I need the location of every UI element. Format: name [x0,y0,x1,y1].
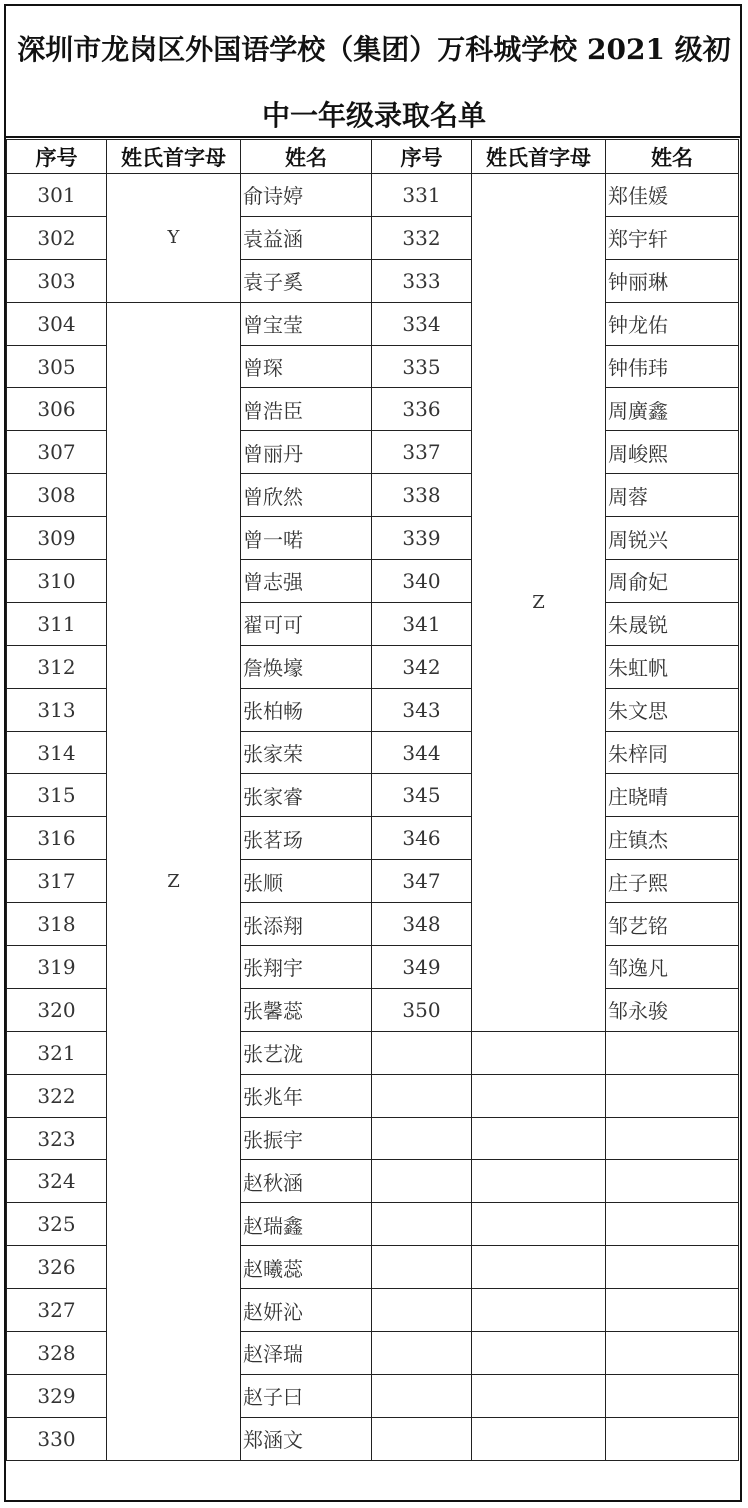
name-cell: 邹艺铭 [606,903,739,946]
serial-cell: 316 [7,817,107,860]
serial-cell: 344 [372,731,472,774]
empty-cell [472,1031,606,1074]
name-cell: 张家睿 [241,774,372,817]
name-cell: 郑佳媛 [606,174,739,217]
name-cell: 张兆年 [241,1074,372,1117]
name-cell: 赵瑞鑫 [241,1203,372,1246]
name-cell: 赵子曰 [241,1374,372,1417]
serial-cell: 305 [7,345,107,388]
serial-cell: 327 [7,1289,107,1332]
serial-cell: 302 [7,216,107,259]
serial-cell: 345 [372,774,472,817]
serial-cell: 306 [7,388,107,431]
name-cell: 张茗玚 [241,817,372,860]
empty-cell [472,1160,606,1203]
serial-cell: 307 [7,431,107,474]
serial-cell: 331 [372,174,472,217]
serial-cell: 349 [372,946,472,989]
empty-cell [372,1332,472,1375]
document-title [6,6,742,138]
serial-cell: 328 [7,1332,107,1375]
serial-cell: 342 [372,645,472,688]
serial-cell: 308 [7,474,107,517]
serial-cell: 303 [7,259,107,302]
name-cell: 张艺泷 [241,1031,372,1074]
name-cell: 钟丽琳 [606,259,739,302]
serial-cell: 314 [7,731,107,774]
serial-cell: 348 [372,903,472,946]
name-cell: 周锐兴 [606,517,739,560]
empty-cell [472,1374,606,1417]
name-cell: 张馨蕊 [241,988,372,1031]
empty-cell [606,1074,739,1117]
serial-cell: 312 [7,645,107,688]
header-initial-right: 姓氏首字母 [472,140,606,174]
serial-cell: 304 [7,302,107,345]
name-cell: 袁子奚 [241,259,372,302]
header-initial-left: 姓氏首字母 [107,140,241,174]
name-cell: 周蓉 [606,474,739,517]
name-cell: 郑宇轩 [606,216,739,259]
empty-cell [606,1031,739,1074]
empty-cell [472,1117,606,1160]
admission-list-table [6,139,739,1461]
name-cell: 朱梓同 [606,731,739,774]
name-cell: 钟伟玮 [606,345,739,388]
name-cell: 邹永骏 [606,988,739,1031]
empty-cell [606,1160,739,1203]
name-cell: 庄镇杰 [606,817,739,860]
empty-cell [372,1289,472,1332]
name-cell: 赵曦蕊 [241,1246,372,1289]
initial-cell: Y [107,174,241,303]
serial-cell: 350 [372,988,472,1031]
table-row [7,302,739,345]
name-cell: 张家荣 [241,731,372,774]
serial-cell: 320 [7,988,107,1031]
serial-cell: 333 [372,259,472,302]
name-cell: 周廣鑫 [606,388,739,431]
serial-cell: 325 [7,1203,107,1246]
name-cell: 张振宇 [241,1117,372,1160]
name-cell: 曾浩臣 [241,388,372,431]
name-cell: 张柏畅 [241,688,372,731]
empty-cell [372,1246,472,1289]
header-name-right: 姓名 [606,140,739,174]
serial-cell: 346 [372,817,472,860]
title-line-2: 中一年级录取名单 [261,99,486,132]
name-cell: 周峻熙 [606,431,739,474]
serial-cell: 338 [372,474,472,517]
empty-cell [606,1117,739,1160]
empty-cell [372,1074,472,1117]
empty-cell [472,1332,606,1375]
name-cell: 翟可可 [241,602,372,645]
name-cell: 邹逸凡 [606,946,739,989]
name-cell: 曾志强 [241,560,372,603]
initial-cell: Z [107,302,241,1460]
serial-cell: 317 [7,860,107,903]
name-cell: 俞诗婷 [241,174,372,217]
initial-cell: Z [472,174,606,1032]
serial-cell: 334 [372,302,472,345]
name-cell: 朱晟锐 [606,602,739,645]
serial-cell: 336 [372,388,472,431]
empty-cell [606,1246,739,1289]
serial-cell: 330 [7,1417,107,1460]
serial-cell: 340 [372,560,472,603]
empty-cell [472,1289,606,1332]
name-cell: 赵妍沁 [241,1289,372,1332]
serial-cell: 335 [372,345,472,388]
empty-cell [472,1203,606,1246]
serial-cell: 311 [7,602,107,645]
serial-cell: 337 [372,431,472,474]
serial-cell: 319 [7,946,107,989]
empty-cell [606,1332,739,1375]
name-cell: 庄晓晴 [606,774,739,817]
name-cell: 张添翔 [241,903,372,946]
serial-cell: 343 [372,688,472,731]
name-cell: 张顺 [241,860,372,903]
name-cell: 袁益涵 [241,216,372,259]
empty-cell [606,1203,739,1246]
empty-cell [372,1417,472,1460]
name-cell: 朱虹帆 [606,645,739,688]
header-name-left: 姓名 [241,140,372,174]
name-cell: 曾琛 [241,345,372,388]
empty-cell [372,1031,472,1074]
header-serial-left: 序号 [7,140,107,174]
name-cell: 朱文思 [606,688,739,731]
serial-cell: 332 [372,216,472,259]
name-cell: 曾宝莹 [241,302,372,345]
empty-cell [472,1074,606,1117]
serial-cell: 318 [7,903,107,946]
name-cell: 庄子熙 [606,860,739,903]
table-row [7,174,739,217]
serial-cell: 321 [7,1031,107,1074]
name-cell: 赵泽瑞 [241,1332,372,1375]
serial-cell: 315 [7,774,107,817]
empty-cell [372,1117,472,1160]
name-cell: 曾一喏 [241,517,372,560]
empty-cell [606,1417,739,1460]
serial-cell: 313 [7,688,107,731]
serial-cell: 309 [7,517,107,560]
name-cell: 曾欣然 [241,474,372,517]
empty-cell [372,1374,472,1417]
name-cell: 钟龙佑 [606,302,739,345]
empty-cell [472,1246,606,1289]
header-row [7,140,739,174]
name-cell: 周俞妃 [606,560,739,603]
serial-cell: 329 [7,1374,107,1417]
serial-cell: 324 [7,1160,107,1203]
serial-cell: 347 [372,860,472,903]
serial-cell: 323 [7,1117,107,1160]
serial-cell: 326 [7,1246,107,1289]
name-cell: 曾丽丹 [241,431,372,474]
serial-cell: 339 [372,517,472,560]
name-cell: 郑涵文 [241,1417,372,1460]
name-cell: 张翔宇 [241,946,372,989]
name-cell: 赵秋涵 [241,1160,372,1203]
header-serial-right: 序号 [372,140,472,174]
empty-cell [606,1374,739,1417]
serial-cell: 341 [372,602,472,645]
serial-cell: 310 [7,560,107,603]
empty-cell [606,1289,739,1332]
empty-cell [372,1203,472,1246]
empty-cell [372,1160,472,1203]
title-line-1: 深圳市龙岗区外国语学校（集团）万科城学校 2021 级初 [17,33,731,66]
name-cell: 詹焕壕 [241,645,372,688]
serial-cell: 301 [7,174,107,217]
serial-cell: 322 [7,1074,107,1117]
empty-cell [472,1417,606,1460]
